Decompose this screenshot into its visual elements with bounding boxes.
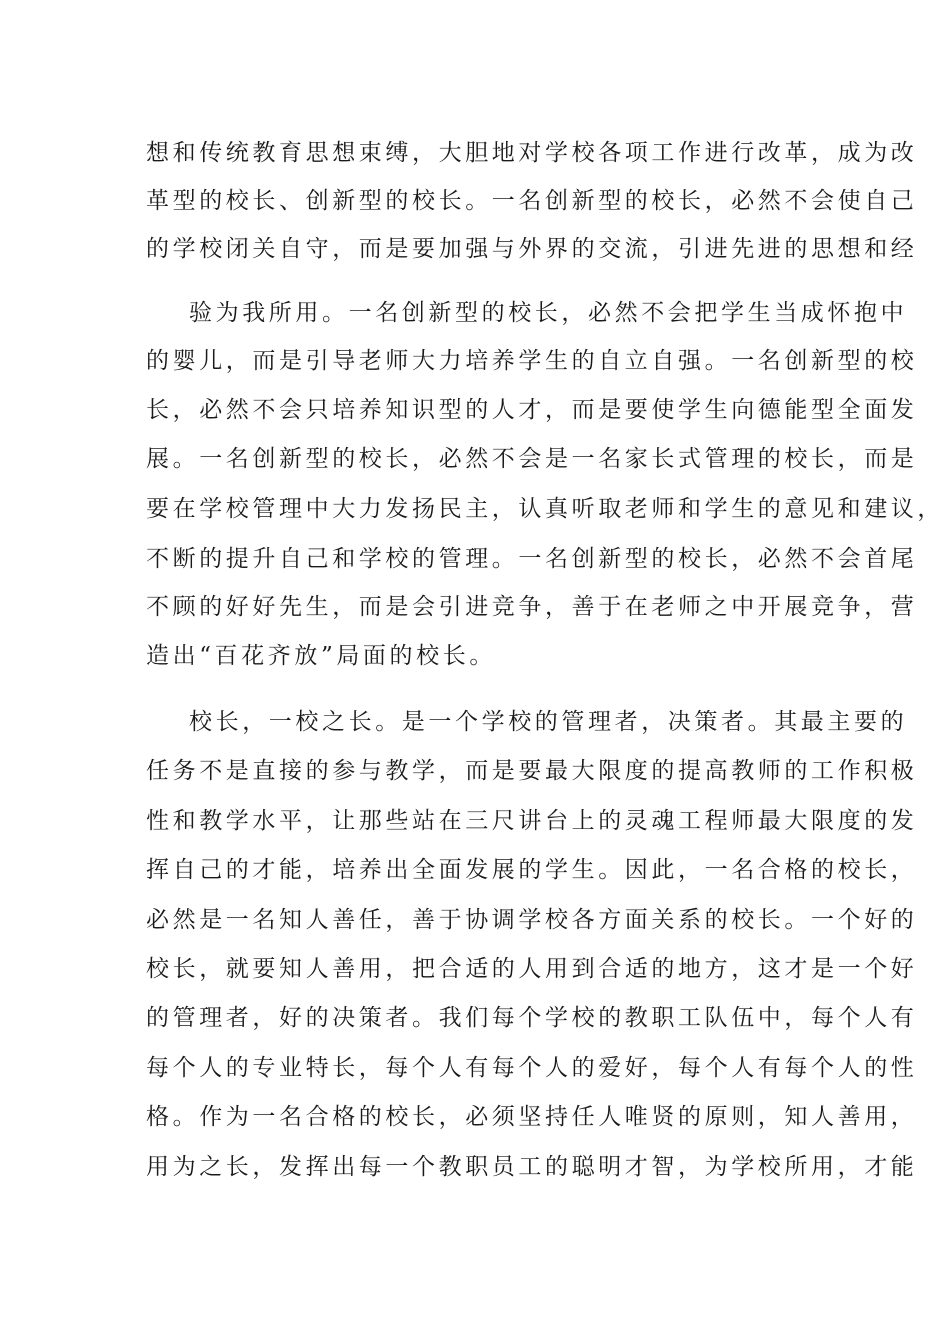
text-line: 性和教学水平，让那些站在三尺讲台上的灵魂工程师最大限度的发 <box>146 808 918 834</box>
text-line: 展。一名创新型的校长，必然不会是一名家长式管理的校长，而是 <box>146 446 918 472</box>
text-line: 的学校闭关自守，而是要加强与外界的交流，引进先进的思想和经 <box>146 236 918 262</box>
text-line: 想和传统教育思想束缚，大胆地对学校各项工作进行改革，成为改 <box>146 140 918 166</box>
text-line: 验为我所用。一名创新型的校长，必然不会把学生当成怀抱中 <box>189 300 908 326</box>
text-line: 不断的提升自己和学校的管理。一名创新型的校长，必然不会首尾 <box>146 546 918 572</box>
text-line: 格。作为一名合格的校长，必须坚持任人唯贤的原则，知人善用， <box>146 1104 918 1130</box>
text-line: 要在学校管理中大力发扬民主，认真听取老师和学生的意见和建议， <box>146 496 944 522</box>
text-line: 必然是一名知人善任，善于协调学校各方面关系的校长。一个好的 <box>146 907 918 933</box>
text-line: 校长，就要知人善用，把合适的人用到合适的地方，这才是一个好 <box>146 956 918 982</box>
text-line: 的婴儿，而是引导老师大力培养学生的自立自强。一名创新型的校 <box>146 348 918 374</box>
text-line: 校长，一校之长。是一个学校的管理者，决策者。其最主要的 <box>189 709 908 735</box>
text-line: 用为之长，发挥出每一个教职员工的聪明才智，为学校所用，才能 <box>146 1154 918 1180</box>
text-line: 革型的校长、创新型的校长。一名创新型的校长，必然不会使自己 <box>146 188 918 214</box>
text-line: 每个人的专业特长，每个人有每个人的爱好，每个人有每个人的性 <box>146 1055 918 1081</box>
text-line: 长，必然不会只培养知识型的人才，而是要使学生向德能型全面发 <box>146 397 918 423</box>
text-line: 任务不是直接的参与教学，而是要最大限度的提高教师的工作积极 <box>146 758 918 784</box>
text-line: 不顾的好好先生，而是会引进竞争，善于在老师之中开展竞争，营 <box>146 594 918 620</box>
text-line: 挥自己的才能，培养出全面发展的学生。因此，一名合格的校长， <box>146 857 918 883</box>
text-line: 的管理者，好的决策者。我们每个学校的教职工队伍中，每个人有 <box>146 1005 918 1031</box>
text-line: 造出“百花齐放”局面的校长。 <box>146 643 496 669</box>
